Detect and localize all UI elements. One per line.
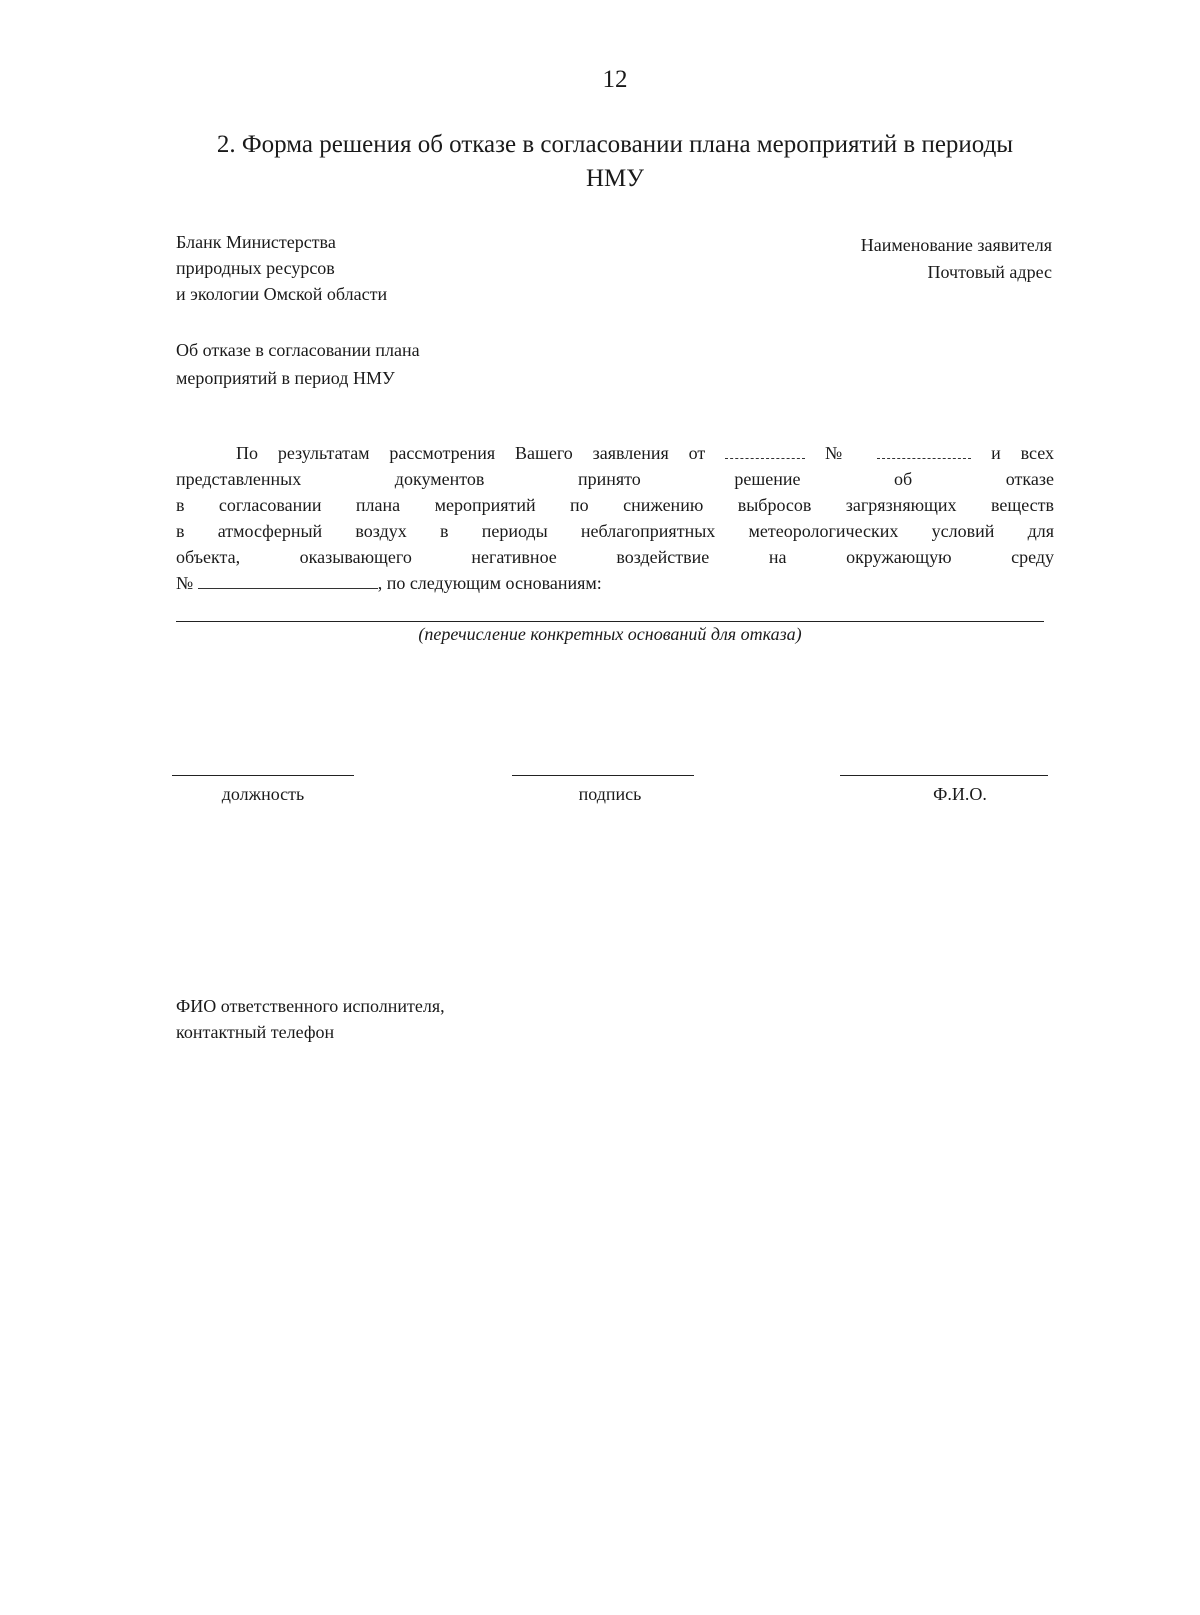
- application-number-blank: [877, 444, 971, 459]
- subject-line-1: Об отказе в согласовании плана: [176, 340, 420, 360]
- position-fill-line: [172, 774, 354, 776]
- body-line-5: объекта, оказывающего негативное воздействие на окружающую среду: [176, 547, 1054, 567]
- sender-line-2: природных ресурсов: [176, 258, 335, 278]
- addressee-postal-address: Почтовый адрес: [927, 262, 1052, 282]
- body-line-6: [176, 570, 602, 596]
- body-line-3: в согласовании плана мероприятий по снижению выбросов загрязняющих веществ: [176, 495, 1054, 515]
- body-line-1: [176, 440, 1054, 466]
- sender-line-1: Бланк Министерства: [176, 232, 336, 252]
- reasons-caption: (перечисление конкретных оснований для отказа): [418, 624, 802, 644]
- object-number-blank: [198, 574, 378, 589]
- signature-fill-line: [512, 774, 694, 776]
- addressee-block: [861, 232, 1052, 286]
- body-line-6-end: , по следующим основаниям:: [377, 573, 602, 593]
- body-line-4: в атмосферный воздух в периоды неблагоприятных метеорологических условий для: [176, 521, 1054, 541]
- form-title-line-2: НМУ: [586, 165, 644, 192]
- form-title-line-1: 2. Форма решения об отказе в согласовании плана мероприятий в периоды: [216, 131, 1014, 158]
- date-blank: [725, 444, 805, 459]
- executor-line-1: ФИО ответственного исполнителя,: [176, 996, 445, 1016]
- addressee-name: Наименование заявителя: [860, 235, 1052, 255]
- subject-line-2: мероприятий в период НМУ: [176, 368, 395, 388]
- reasons-fill-line: [176, 620, 1044, 622]
- signature-label: подпись: [578, 784, 642, 804]
- body-line-2: представленных документов принято решение об отказе: [176, 469, 1054, 489]
- body-paragraph: [176, 440, 1054, 570]
- sender-line-3: и экологии Омской области: [176, 284, 388, 304]
- position-label: должность: [221, 784, 305, 804]
- page-number: 12: [602, 66, 628, 93]
- name-label: Ф.И.О.: [933, 784, 987, 804]
- object-number-sign: №: [176, 573, 194, 593]
- name-fill-line: [840, 774, 1048, 776]
- number-sign: №: [824, 443, 858, 463]
- executor-block: [176, 993, 445, 1045]
- body-line-1-end: и всех: [991, 443, 1054, 463]
- subject-block: [176, 336, 420, 392]
- sender-block: [176, 229, 387, 307]
- body-line-1-start: По результатам рассмотрения Вашего заявления от: [236, 443, 706, 463]
- form-title: [180, 128, 1050, 196]
- executor-line-2: контактный телефон: [176, 1022, 335, 1042]
